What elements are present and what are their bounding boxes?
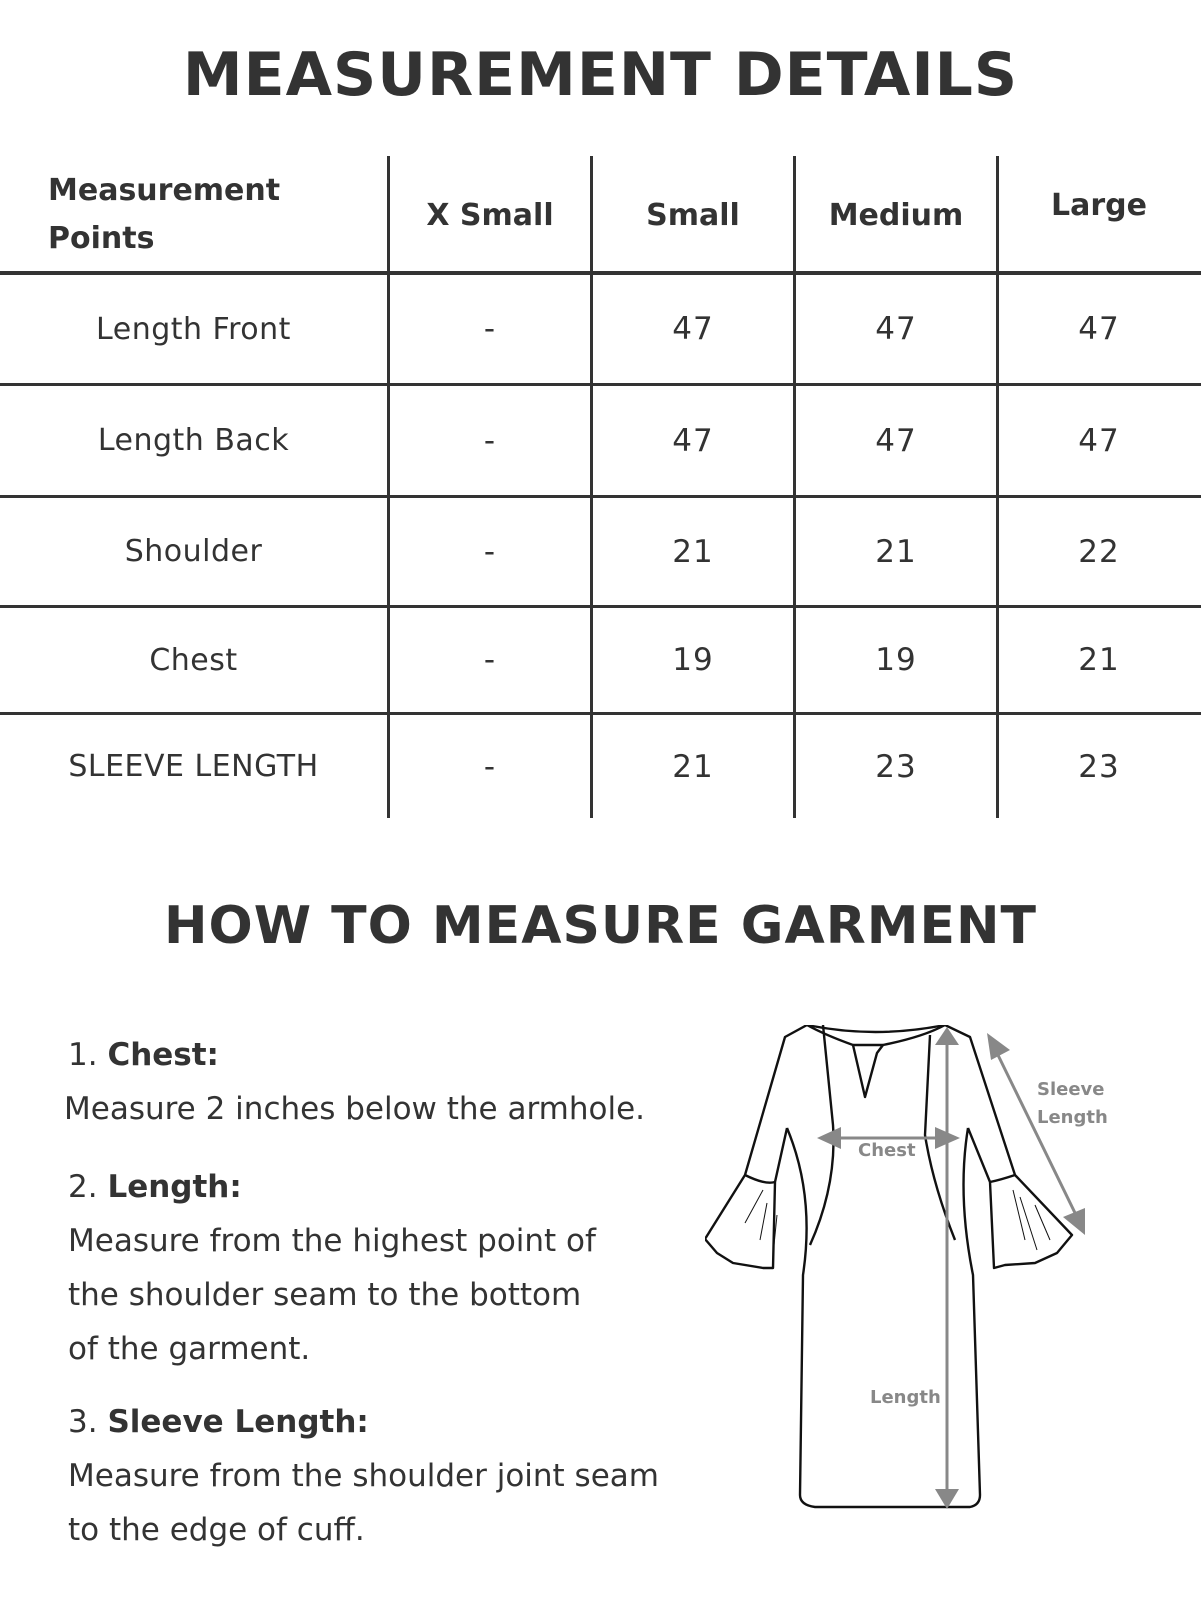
table-cell: 21 xyxy=(672,533,714,570)
step-heading: Chest: xyxy=(107,1037,219,1073)
instruction-chest xyxy=(64,1028,646,1136)
row-label: Chest xyxy=(149,642,238,678)
step-heading: Sleeve Length: xyxy=(107,1404,369,1440)
table-cell: 19 xyxy=(875,642,917,678)
page-title: MEASUREMENT DETAILS xyxy=(182,40,1019,110)
step-number: 3. xyxy=(68,1404,98,1440)
table-header-cell xyxy=(0,160,387,270)
step-text: Measure 2 inches below the armhole. xyxy=(64,1091,646,1127)
chest-label: Chest xyxy=(858,1140,916,1161)
table-cell: 21 xyxy=(1078,642,1120,678)
step-heading: Length: xyxy=(107,1169,242,1205)
sleeve-label-line1: Sleeve xyxy=(1037,1079,1105,1100)
instruction-length xyxy=(68,1160,596,1376)
header-line: Points xyxy=(48,221,155,256)
table-cell: 22 xyxy=(1078,533,1120,570)
row-label: SLEEVE LENGTH xyxy=(68,749,319,784)
instruction-sleeve-length xyxy=(68,1395,659,1557)
table-cell: 47 xyxy=(875,422,917,459)
sleeve-label-line2: Length xyxy=(1037,1107,1108,1128)
row-label: Length Front xyxy=(96,311,291,347)
step-number: 1. xyxy=(68,1037,98,1073)
table-cell: 21 xyxy=(672,748,714,785)
step-text: Measure from the highest point of xyxy=(68,1223,596,1259)
table-header-cell: Large xyxy=(1051,187,1147,223)
table-cell: 47 xyxy=(875,311,917,347)
table-cell: - xyxy=(483,311,497,347)
table-cell: 19 xyxy=(672,642,714,678)
table-cell: 23 xyxy=(875,748,917,785)
step-text: the shoulder seam to the bottom xyxy=(68,1277,582,1313)
step-text: to the edge of cuff. xyxy=(68,1512,365,1548)
row-label: Length Back xyxy=(97,423,290,458)
step-number: 2. xyxy=(68,1169,98,1205)
sleeve-arrow-icon xyxy=(997,1053,1077,1217)
length-label: Length xyxy=(870,1387,941,1408)
table-cell: 47 xyxy=(672,311,714,347)
table-cell: 47 xyxy=(1078,311,1120,347)
table-cell: 21 xyxy=(875,533,917,570)
table-cell: 47 xyxy=(672,422,714,459)
table-header-cell: Small xyxy=(646,197,740,233)
table-header-cell: Medium xyxy=(828,197,964,233)
table-cell: 47 xyxy=(1078,422,1120,459)
table-cell: - xyxy=(483,748,497,785)
table-cell: - xyxy=(483,642,497,678)
step-text: Measure from the shoulder joint seam xyxy=(68,1458,659,1494)
row-label: Shoulder xyxy=(124,534,263,569)
table-header-cell: X Small xyxy=(426,197,554,233)
table-cell: - xyxy=(483,533,497,570)
table-cell: 23 xyxy=(1078,748,1120,785)
cuff-pleats-icon xyxy=(745,1190,1050,1255)
section-title: HOW TO MEASURE GARMENT xyxy=(163,896,1038,956)
step-text: of the garment. xyxy=(68,1331,311,1367)
garment-diagram xyxy=(705,1025,1145,1545)
table-cell: - xyxy=(483,422,497,459)
header-line: Measurement xyxy=(48,173,281,208)
